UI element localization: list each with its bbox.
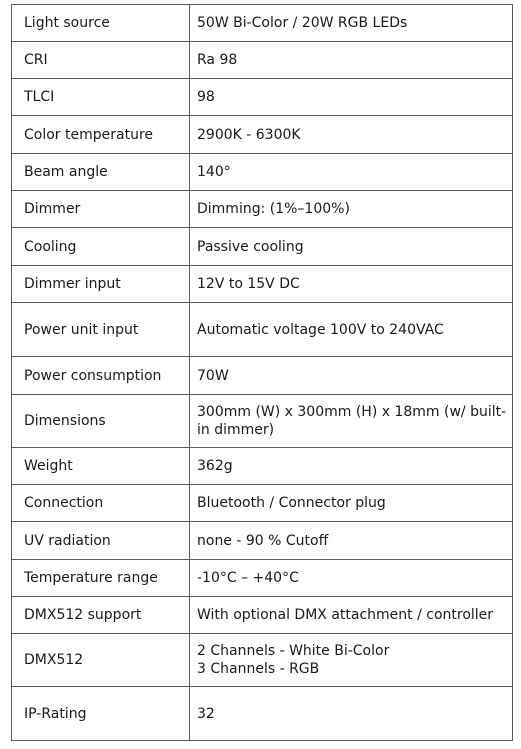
spec-value <box>190 395 513 448</box>
spec-value-line: Ra 98 <box>197 52 238 68</box>
spec-row <box>12 448 513 485</box>
spec-label: Light source <box>12 5 190 42</box>
spec-label: Color temperature <box>12 116 190 154</box>
spec-value-line: 2 Channels - White Bi-Color <box>197 643 390 659</box>
spec-table-body <box>12 5 513 741</box>
spec-row <box>12 228 513 266</box>
spec-label: Dimmer input <box>12 266 190 303</box>
spec-label: IP-Rating <box>12 687 190 741</box>
spec-row <box>12 634 513 687</box>
spec-value <box>190 266 513 303</box>
spec-value <box>190 597 513 634</box>
spec-label: Power consumption <box>12 357 190 395</box>
spec-value-line: Bluetooth / Connector plug <box>197 495 386 511</box>
spec-row <box>12 485 513 522</box>
spec-label: Power unit input <box>12 303 190 357</box>
spec-value <box>190 485 513 522</box>
spec-value <box>190 687 513 741</box>
spec-value-line: Dimming: (1%–100%) <box>197 201 350 217</box>
spec-value <box>190 116 513 154</box>
spec-value-line: none - 90 % Cutoff <box>197 532 329 549</box>
spec-label: Beam angle <box>12 154 190 191</box>
spec-row <box>12 266 513 303</box>
spec-label: UV radiation <box>12 522 190 560</box>
spec-label: Temperature range <box>12 560 190 597</box>
spec-row <box>12 79 513 116</box>
spec-value <box>190 5 513 42</box>
spec-value-line: 98 <box>197 89 215 105</box>
spec-value <box>190 42 513 79</box>
spec-row <box>12 116 513 154</box>
spec-value-line: 50W Bi-Color / 20W RGB LEDs <box>197 15 408 31</box>
spec-value-line: 70W <box>197 367 229 384</box>
spec-value-line: Passive cooling <box>197 238 304 255</box>
spec-row <box>12 303 513 357</box>
spec-label: DMX512 support <box>12 597 190 634</box>
spec-table <box>11 4 513 741</box>
spec-value-line: 12V to 15V DC <box>197 276 300 292</box>
spec-row <box>12 522 513 560</box>
spec-value <box>190 522 513 560</box>
spec-value-line: -10°C – +40°C <box>197 570 299 586</box>
spec-value-line: 3 Channels - RGB <box>197 661 320 677</box>
spec-row <box>12 687 513 741</box>
spec-value <box>190 303 513 357</box>
spec-value-line: 300mm (W) x 300mm (H) x 18mm (w/ built-in dimmer) <box>197 404 507 438</box>
spec-label: CRI <box>12 42 190 79</box>
spec-row <box>12 191 513 228</box>
spec-value <box>190 191 513 228</box>
spec-value-line: 362g <box>197 458 233 474</box>
spec-value <box>190 448 513 485</box>
spec-value <box>190 560 513 597</box>
spec-value <box>190 228 513 266</box>
spec-row <box>12 597 513 634</box>
spec-label: Connection <box>12 485 190 522</box>
spec-value-line: 2900K - 6300K <box>197 126 301 143</box>
spec-label: Cooling <box>12 228 190 266</box>
spec-label: TLCI <box>12 79 190 116</box>
spec-value <box>190 634 513 687</box>
spec-value <box>190 154 513 191</box>
spec-value <box>190 357 513 395</box>
spec-row <box>12 357 513 395</box>
spec-label: Dimmer <box>12 191 190 228</box>
spec-value-line: Automatic voltage 100V to 240VAC <box>197 321 444 338</box>
spec-row <box>12 5 513 42</box>
spec-value-line: 32 <box>197 705 215 722</box>
spec-row <box>12 42 513 79</box>
spec-value <box>190 79 513 116</box>
spec-value-line: 140° <box>197 164 231 180</box>
spec-label: DMX512 <box>12 634 190 687</box>
spec-row <box>12 395 513 448</box>
spec-value-line: With optional DMX attachment / controller <box>197 607 494 623</box>
spec-label: Dimensions <box>12 395 190 448</box>
spec-row <box>12 560 513 597</box>
spec-label: Weight <box>12 448 190 485</box>
spec-row <box>12 154 513 191</box>
